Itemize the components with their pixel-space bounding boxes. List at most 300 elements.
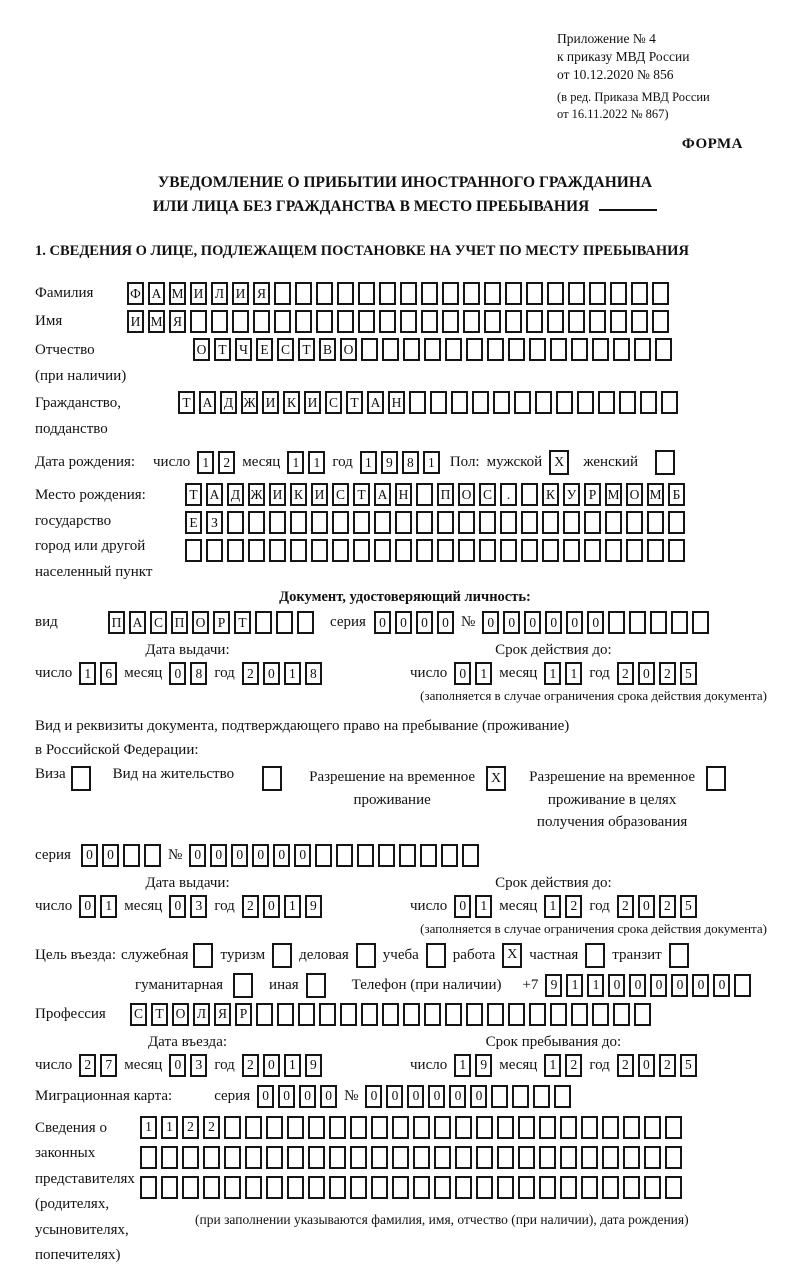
char-cell[interactable] <box>626 511 643 534</box>
char-cell[interactable]: 0 <box>638 662 655 685</box>
char-cell[interactable] <box>518 1116 535 1139</box>
char-cell[interactable]: Д <box>220 391 237 414</box>
char-cell[interactable] <box>403 1003 420 1026</box>
char-cell[interactable]: 2 <box>617 895 634 918</box>
char-cell[interactable]: С <box>332 483 349 506</box>
char-cell[interactable]: И <box>190 282 207 305</box>
char-cell[interactable] <box>353 539 370 562</box>
char-cell[interactable] <box>568 310 585 333</box>
char-cell[interactable] <box>424 1003 441 1026</box>
char-cell[interactable]: 1 <box>565 662 582 685</box>
char-cell[interactable]: 9 <box>475 1054 492 1077</box>
char-cell[interactable]: 9 <box>545 974 562 997</box>
char-cell[interactable] <box>421 282 438 305</box>
char-cell[interactable] <box>623 1116 640 1139</box>
char-cell[interactable]: Р <box>584 483 601 506</box>
char-cell[interactable]: 0 <box>454 895 471 918</box>
char-cell[interactable] <box>484 282 501 305</box>
char-cell[interactable]: И <box>311 483 328 506</box>
char-cell[interactable] <box>734 974 751 997</box>
char-cell[interactable] <box>140 1176 157 1199</box>
char-cell[interactable]: 2 <box>242 1054 259 1077</box>
char-cell[interactable] <box>424 338 441 361</box>
char-cell[interactable] <box>287 1116 304 1139</box>
char-cell[interactable]: 0 <box>608 974 625 997</box>
char-cell[interactable]: Т <box>178 391 195 414</box>
char-cell[interactable] <box>290 511 307 534</box>
char-cell[interactable] <box>589 282 606 305</box>
char-cell[interactable]: Д <box>227 483 244 506</box>
char-cell[interactable] <box>400 310 417 333</box>
visa-checkbox[interactable] <box>71 766 91 791</box>
char-cell[interactable]: С <box>479 483 496 506</box>
char-cell[interactable]: О <box>458 483 475 506</box>
char-cell[interactable] <box>634 338 651 361</box>
char-cell[interactable] <box>224 1176 241 1199</box>
char-cell[interactable]: 2 <box>182 1116 199 1139</box>
char-cell[interactable] <box>652 310 669 333</box>
char-cell[interactable] <box>581 1176 598 1199</box>
char-cell[interactable]: 0 <box>169 895 186 918</box>
char-cell[interactable]: 0 <box>320 1085 337 1108</box>
char-cell[interactable] <box>466 1003 483 1026</box>
char-cell[interactable] <box>430 391 447 414</box>
char-cell[interactable] <box>337 282 354 305</box>
char-cell[interactable]: 0 <box>638 1054 655 1077</box>
char-cell[interactable] <box>547 282 564 305</box>
char-cell[interactable] <box>671 611 688 634</box>
purpose-private-checkbox[interactable] <box>585 943 605 968</box>
char-cell[interactable] <box>493 391 510 414</box>
char-cell[interactable] <box>413 1176 430 1199</box>
char-cell[interactable]: А <box>199 391 216 414</box>
char-cell[interactable] <box>144 844 161 867</box>
char-cell[interactable] <box>445 1003 462 1026</box>
char-cell[interactable] <box>508 1003 525 1026</box>
char-cell[interactable]: 0 <box>79 895 96 918</box>
char-cell[interactable]: В <box>319 338 336 361</box>
char-cell[interactable] <box>476 1146 493 1169</box>
char-cell[interactable] <box>644 1146 661 1169</box>
char-cell[interactable] <box>568 282 585 305</box>
char-cell[interactable]: 5 <box>680 662 697 685</box>
char-cell[interactable]: И <box>304 391 321 414</box>
char-cell[interactable]: Ч <box>235 338 252 361</box>
char-cell[interactable]: М <box>148 310 165 333</box>
char-cell[interactable] <box>592 338 609 361</box>
char-cell[interactable]: М <box>647 483 664 506</box>
char-cell[interactable] <box>295 310 312 333</box>
char-cell[interactable]: Ж <box>248 483 265 506</box>
char-cell[interactable] <box>521 539 538 562</box>
char-cell[interactable]: 0 <box>692 974 709 997</box>
char-cell[interactable]: 1 <box>475 662 492 685</box>
char-cell[interactable]: Т <box>151 1003 168 1026</box>
char-cell[interactable]: 1 <box>79 662 96 685</box>
char-cell[interactable] <box>619 391 636 414</box>
char-cell[interactable] <box>547 310 564 333</box>
char-cell[interactable] <box>211 310 228 333</box>
char-cell[interactable] <box>466 338 483 361</box>
char-cell[interactable] <box>655 338 672 361</box>
char-cell[interactable] <box>535 391 552 414</box>
char-cell[interactable]: 0 <box>566 611 583 634</box>
char-cell[interactable] <box>539 1116 556 1139</box>
char-cell[interactable] <box>626 539 643 562</box>
char-cell[interactable]: 0 <box>638 895 655 918</box>
char-cell[interactable]: 0 <box>713 974 730 997</box>
char-cell[interactable]: 2 <box>242 662 259 685</box>
char-cell[interactable]: Р <box>235 1003 252 1026</box>
char-cell[interactable] <box>185 539 202 562</box>
char-cell[interactable] <box>253 310 270 333</box>
char-cell[interactable]: С <box>150 611 167 634</box>
char-cell[interactable]: 0 <box>407 1085 424 1108</box>
char-cell[interactable] <box>266 1176 283 1199</box>
char-cell[interactable]: 0 <box>386 1085 403 1108</box>
char-cell[interactable]: О <box>192 611 209 634</box>
char-cell[interactable]: 0 <box>189 844 206 867</box>
char-cell[interactable] <box>668 511 685 534</box>
char-cell[interactable]: 2 <box>617 662 634 685</box>
char-cell[interactable]: . <box>500 483 517 506</box>
char-cell[interactable]: Я <box>169 310 186 333</box>
char-cell[interactable]: 0 <box>470 1085 487 1108</box>
char-cell[interactable]: 0 <box>169 1054 186 1077</box>
char-cell[interactable] <box>287 1146 304 1169</box>
char-cell[interactable] <box>248 511 265 534</box>
char-cell[interactable] <box>610 282 627 305</box>
char-cell[interactable] <box>458 511 475 534</box>
char-cell[interactable]: 0 <box>210 844 227 867</box>
char-cell[interactable] <box>311 539 328 562</box>
char-cell[interactable] <box>665 1176 682 1199</box>
char-cell[interactable]: 9 <box>381 451 398 474</box>
char-cell[interactable] <box>445 338 462 361</box>
char-cell[interactable] <box>378 844 395 867</box>
char-cell[interactable] <box>462 844 479 867</box>
char-cell[interactable]: К <box>290 483 307 506</box>
char-cell[interactable]: 9 <box>305 895 322 918</box>
char-cell[interactable] <box>295 282 312 305</box>
char-cell[interactable]: 0 <box>650 974 667 997</box>
char-cell[interactable] <box>539 1146 556 1169</box>
char-cell[interactable]: 1 <box>308 451 325 474</box>
char-cell[interactable]: 8 <box>402 451 419 474</box>
char-cell[interactable] <box>650 611 667 634</box>
char-cell[interactable] <box>315 844 332 867</box>
char-cell[interactable] <box>613 1003 630 1026</box>
char-cell[interactable] <box>665 1146 682 1169</box>
char-cell[interactable] <box>329 1176 346 1199</box>
char-cell[interactable]: 2 <box>617 1054 634 1077</box>
char-cell[interactable] <box>518 1146 535 1169</box>
char-cell[interactable] <box>455 1146 472 1169</box>
char-cell[interactable] <box>400 282 417 305</box>
char-cell[interactable]: П <box>171 611 188 634</box>
char-cell[interactable] <box>297 611 314 634</box>
char-cell[interactable] <box>463 282 480 305</box>
char-cell[interactable]: 0 <box>671 974 688 997</box>
char-cell[interactable] <box>518 1176 535 1199</box>
char-cell[interactable] <box>374 539 391 562</box>
char-cell[interactable] <box>581 1116 598 1139</box>
char-cell[interactable] <box>556 391 573 414</box>
char-cell[interactable] <box>379 282 396 305</box>
char-cell[interactable] <box>298 1003 315 1026</box>
char-cell[interactable] <box>382 1003 399 1026</box>
char-cell[interactable] <box>514 391 531 414</box>
char-cell[interactable] <box>161 1146 178 1169</box>
char-cell[interactable] <box>550 338 567 361</box>
purpose-work-checkbox[interactable]: X <box>502 943 522 968</box>
char-cell[interactable]: 8 <box>305 662 322 685</box>
char-cell[interactable] <box>245 1116 262 1139</box>
char-cell[interactable] <box>550 1003 567 1026</box>
char-cell[interactable]: Т <box>346 391 363 414</box>
char-cell[interactable] <box>455 1116 472 1139</box>
char-cell[interactable] <box>416 539 433 562</box>
char-cell[interactable]: И <box>262 391 279 414</box>
char-cell[interactable] <box>409 391 426 414</box>
char-cell[interactable] <box>329 1116 346 1139</box>
char-cell[interactable] <box>505 310 522 333</box>
char-cell[interactable]: 3 <box>190 895 207 918</box>
char-cell[interactable]: А <box>206 483 223 506</box>
char-cell[interactable] <box>161 1176 178 1199</box>
char-cell[interactable] <box>357 844 374 867</box>
char-cell[interactable] <box>563 539 580 562</box>
char-cell[interactable] <box>542 539 559 562</box>
char-cell[interactable] <box>340 1003 357 1026</box>
char-cell[interactable] <box>521 483 538 506</box>
char-cell[interactable] <box>358 282 375 305</box>
char-cell[interactable]: 2 <box>203 1116 220 1139</box>
char-cell[interactable]: П <box>437 483 454 506</box>
char-cell[interactable] <box>227 539 244 562</box>
char-cell[interactable]: Ф <box>127 282 144 305</box>
char-cell[interactable] <box>463 310 480 333</box>
char-cell[interactable]: 0 <box>428 1085 445 1108</box>
char-cell[interactable] <box>584 539 601 562</box>
char-cell[interactable]: 0 <box>365 1085 382 1108</box>
char-cell[interactable]: Л <box>211 282 228 305</box>
char-cell[interactable]: 0 <box>231 844 248 867</box>
char-cell[interactable]: 0 <box>374 611 391 634</box>
char-cell[interactable] <box>434 1176 451 1199</box>
char-cell[interactable]: 1 <box>454 1054 471 1077</box>
char-cell[interactable] <box>269 539 286 562</box>
char-cell[interactable] <box>182 1146 199 1169</box>
char-cell[interactable]: 8 <box>190 662 207 685</box>
char-cell[interactable] <box>421 310 438 333</box>
char-cell[interactable] <box>434 1116 451 1139</box>
char-cell[interactable] <box>668 539 685 562</box>
char-cell[interactable]: А <box>148 282 165 305</box>
char-cell[interactable] <box>631 282 648 305</box>
char-cell[interactable]: Т <box>234 611 251 634</box>
char-cell[interactable] <box>623 1176 640 1199</box>
char-cell[interactable] <box>403 338 420 361</box>
char-cell[interactable] <box>392 1146 409 1169</box>
char-cell[interactable]: Е <box>256 338 273 361</box>
char-cell[interactable] <box>256 1003 273 1026</box>
char-cell[interactable] <box>308 1116 325 1139</box>
char-cell[interactable] <box>358 310 375 333</box>
char-cell[interactable]: С <box>130 1003 147 1026</box>
char-cell[interactable] <box>182 1176 199 1199</box>
char-cell[interactable] <box>416 483 433 506</box>
char-cell[interactable]: Т <box>214 338 231 361</box>
char-cell[interactable]: О <box>172 1003 189 1026</box>
char-cell[interactable] <box>371 1146 388 1169</box>
char-cell[interactable]: 7 <box>100 1054 117 1077</box>
char-cell[interactable] <box>652 282 669 305</box>
char-cell[interactable]: 2 <box>565 1054 582 1077</box>
char-cell[interactable]: 0 <box>454 662 471 685</box>
char-cell[interactable] <box>647 539 664 562</box>
char-cell[interactable] <box>640 391 657 414</box>
char-cell[interactable] <box>319 1003 336 1026</box>
char-cell[interactable] <box>442 282 459 305</box>
char-cell[interactable]: Т <box>353 483 370 506</box>
char-cell[interactable] <box>476 1176 493 1199</box>
char-cell[interactable]: 0 <box>263 895 280 918</box>
char-cell[interactable] <box>353 511 370 534</box>
char-cell[interactable] <box>497 1116 514 1139</box>
char-cell[interactable] <box>491 1085 508 1108</box>
char-cell[interactable] <box>479 511 496 534</box>
char-cell[interactable]: 1 <box>284 895 301 918</box>
char-cell[interactable] <box>374 511 391 534</box>
char-cell[interactable] <box>224 1146 241 1169</box>
sex-male-checkbox[interactable]: X <box>549 450 569 475</box>
char-cell[interactable]: Я <box>253 282 270 305</box>
char-cell[interactable]: 0 <box>587 611 604 634</box>
char-cell[interactable]: 0 <box>278 1085 295 1108</box>
char-cell[interactable] <box>274 310 291 333</box>
char-cell[interactable] <box>602 1176 619 1199</box>
char-cell[interactable]: 0 <box>503 611 520 634</box>
char-cell[interactable]: К <box>542 483 559 506</box>
char-cell[interactable]: 1 <box>360 451 377 474</box>
char-cell[interactable]: П <box>108 611 125 634</box>
char-cell[interactable]: 0 <box>169 662 186 685</box>
char-cell[interactable] <box>529 338 546 361</box>
char-cell[interactable] <box>508 338 525 361</box>
char-cell[interactable]: К <box>283 391 300 414</box>
char-cell[interactable] <box>395 539 412 562</box>
char-cell[interactable] <box>598 391 615 414</box>
char-cell[interactable] <box>140 1146 157 1169</box>
char-cell[interactable] <box>350 1116 367 1139</box>
char-cell[interactable]: 0 <box>437 611 454 634</box>
purpose-other-checkbox[interactable] <box>306 973 326 998</box>
char-cell[interactable]: 0 <box>545 611 562 634</box>
char-cell[interactable]: М <box>605 483 622 506</box>
temp-residence-checkbox[interactable]: X <box>486 766 506 791</box>
char-cell[interactable]: Б <box>668 483 685 506</box>
char-cell[interactable]: А <box>129 611 146 634</box>
char-cell[interactable]: 0 <box>263 1054 280 1077</box>
char-cell[interactable] <box>665 1116 682 1139</box>
char-cell[interactable]: 1 <box>284 1054 301 1077</box>
char-cell[interactable] <box>584 511 601 534</box>
char-cell[interactable] <box>332 539 349 562</box>
char-cell[interactable]: И <box>232 282 249 305</box>
char-cell[interactable] <box>455 1176 472 1199</box>
char-cell[interactable] <box>554 1085 571 1108</box>
char-cell[interactable] <box>505 282 522 305</box>
char-cell[interactable] <box>692 611 709 634</box>
char-cell[interactable] <box>526 282 543 305</box>
char-cell[interactable]: 1 <box>161 1116 178 1139</box>
char-cell[interactable]: 1 <box>284 662 301 685</box>
char-cell[interactable] <box>337 310 354 333</box>
char-cell[interactable] <box>437 539 454 562</box>
char-cell[interactable] <box>487 338 504 361</box>
char-cell[interactable] <box>224 1116 241 1139</box>
char-cell[interactable]: С <box>325 391 342 414</box>
char-cell[interactable] <box>413 1146 430 1169</box>
char-cell[interactable]: 1 <box>544 662 561 685</box>
char-cell[interactable]: 1 <box>544 1054 561 1077</box>
char-cell[interactable] <box>634 1003 651 1026</box>
char-cell[interactable] <box>190 310 207 333</box>
char-cell[interactable]: 1 <box>566 974 583 997</box>
char-cell[interactable] <box>361 338 378 361</box>
char-cell[interactable] <box>605 539 622 562</box>
purpose-study-checkbox[interactable] <box>426 943 446 968</box>
char-cell[interactable] <box>563 511 580 534</box>
char-cell[interactable] <box>203 1176 220 1199</box>
char-cell[interactable]: 3 <box>190 1054 207 1077</box>
char-cell[interactable] <box>560 1176 577 1199</box>
char-cell[interactable] <box>308 1176 325 1199</box>
char-cell[interactable]: 0 <box>482 611 499 634</box>
char-cell[interactable] <box>413 1116 430 1139</box>
char-cell[interactable] <box>441 844 458 867</box>
char-cell[interactable]: Р <box>213 611 230 634</box>
char-cell[interactable]: 1 <box>544 895 561 918</box>
char-cell[interactable] <box>521 511 538 534</box>
char-cell[interactable] <box>644 1116 661 1139</box>
char-cell[interactable] <box>592 1003 609 1026</box>
char-cell[interactable] <box>382 338 399 361</box>
char-cell[interactable] <box>290 539 307 562</box>
char-cell[interactable] <box>472 391 489 414</box>
char-cell[interactable]: У <box>563 483 580 506</box>
char-cell[interactable]: Н <box>395 483 412 506</box>
char-cell[interactable] <box>605 511 622 534</box>
char-cell[interactable] <box>361 1003 378 1026</box>
char-cell[interactable] <box>316 310 333 333</box>
char-cell[interactable]: 2 <box>218 451 235 474</box>
char-cell[interactable] <box>529 1003 546 1026</box>
char-cell[interactable]: 5 <box>680 1054 697 1077</box>
char-cell[interactable] <box>392 1116 409 1139</box>
char-cell[interactable]: О <box>340 338 357 361</box>
char-cell[interactable]: 0 <box>102 844 119 867</box>
char-cell[interactable] <box>497 1146 514 1169</box>
char-cell[interactable] <box>512 1085 529 1108</box>
char-cell[interactable]: С <box>277 338 294 361</box>
char-cell[interactable]: 0 <box>449 1085 466 1108</box>
char-cell[interactable]: А <box>374 483 391 506</box>
char-cell[interactable]: 2 <box>659 662 676 685</box>
char-cell[interactable] <box>274 282 291 305</box>
char-cell[interactable] <box>577 391 594 414</box>
